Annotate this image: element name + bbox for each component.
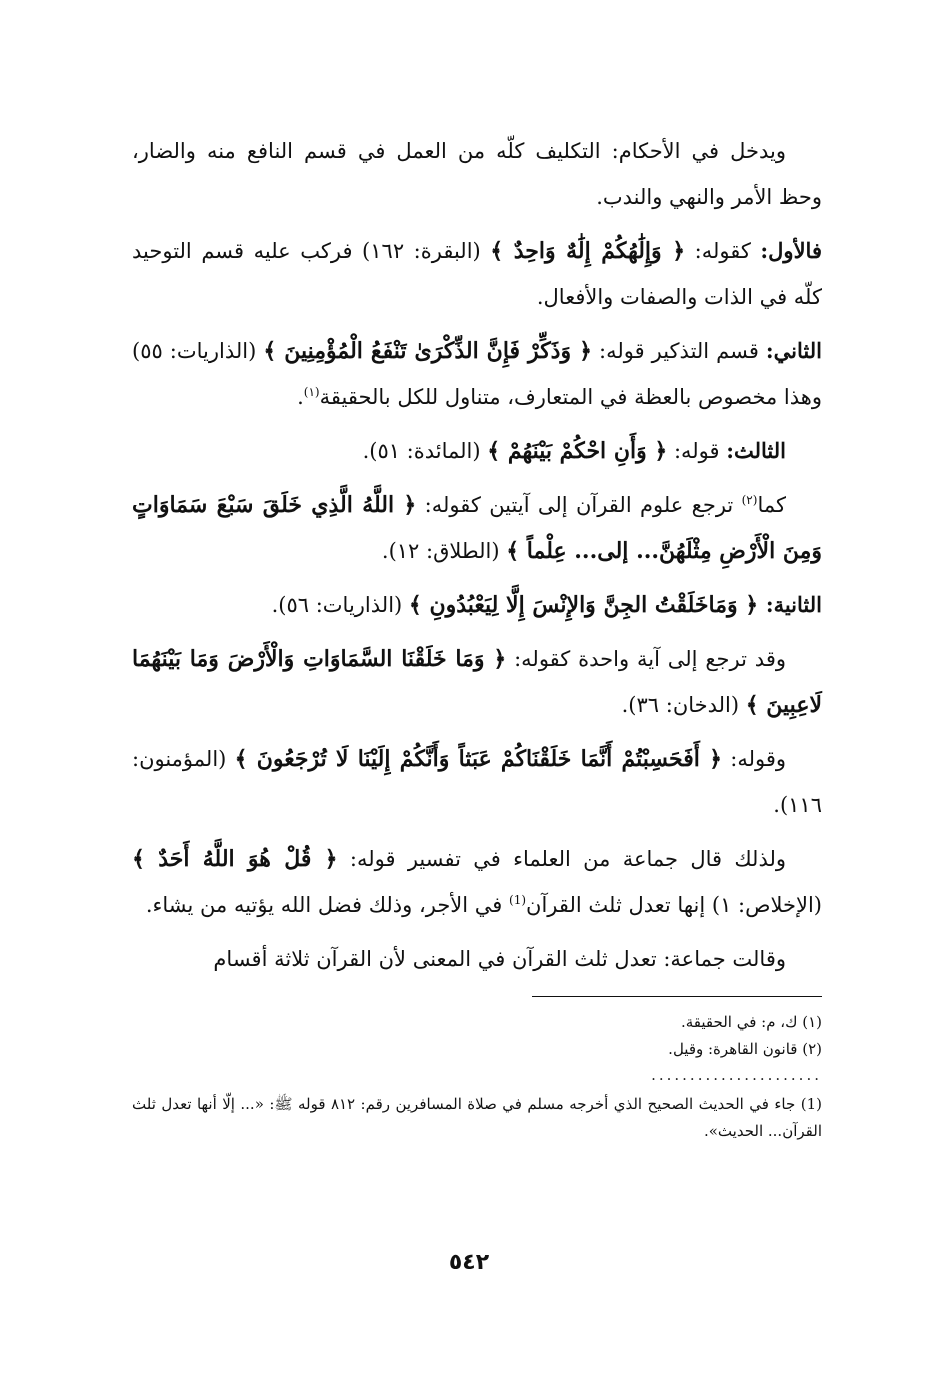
paragraph-9-pre: ولذلك قال جماعة من العلماء في تفسير قوله: xyxy=(337,847,787,871)
quran-verse-2: ﴿ وَإِلَٰهُكُمْ إِلَٰهٌ وَاحِدٌ ﴾ xyxy=(490,238,686,264)
paragraph-3-pre: قسم التذكير قوله: xyxy=(591,339,766,363)
footnote-ref-3: (1) xyxy=(509,893,527,907)
footnote-ref-1: (١) xyxy=(303,385,320,399)
paragraph-7-post: (الدخان: ٣٦). xyxy=(621,693,746,717)
paragraph-2-post: (البقرة: ١٦٢) فركب عليه قسم التوحيد كلّه في الذات والصفات والأفعال. xyxy=(132,239,822,309)
paragraph-4 xyxy=(132,428,822,474)
quran-verse-7: ﴿ وَمَا خَلَقْنَا السَّمَاوَاتِ وَالْأَرْضَ وَمَا بَيْنَهُمَا لَاعِبِينَ ﴾ xyxy=(132,646,822,718)
paragraph-4-post: (المائدة: ٥١). xyxy=(362,439,488,463)
paragraph-10-text: وقالت جماعة: تعدل ثلث القرآن في المعنى لأن القرآن ثلاثة أقسام xyxy=(213,947,786,971)
paragraph-5-mid: ترجع علوم القرآن إلى آيتين كقوله: xyxy=(416,493,742,517)
footnote-2: (٢) قانون القاهرة: وقيل. xyxy=(668,1040,822,1058)
paragraph-9-post: في الأجر، وذلك فضل الله يؤتيه من يشاء. xyxy=(145,893,510,917)
paragraph-2-pre: كقوله: xyxy=(685,239,761,263)
footnote-ref-2: (٢) xyxy=(741,493,758,507)
page-body xyxy=(132,128,822,1145)
quran-verse-6: ﴿ وَمَاخَلَقْتُ الجِنَّ وَالإِنْسَ إِلَّا لِيَعْبُدُونِ ﴾ xyxy=(408,592,766,618)
paragraph-5-pre: كما xyxy=(757,493,786,517)
footnote-divider xyxy=(532,996,822,997)
footnote-separator: ...................... xyxy=(651,1066,822,1084)
quran-verse-5: ﴿ اللَّهُ الَّذِي خَلَقَ سَبْعَ سَمَاوَاتٍ وَمِنَ الْأَرْضِ مِثْلَهُنَّ... إلى... عِلْماً ﴾ xyxy=(132,492,822,564)
paragraph-7 xyxy=(132,636,822,728)
paragraph-10 xyxy=(132,936,822,982)
paragraph-6-post: (الذاريات: ٥٦). xyxy=(271,593,409,617)
paragraph-3 xyxy=(132,328,822,420)
paragraph-4-lead: الثالث: xyxy=(726,438,786,463)
quran-verse-3: ﴿ وَذَكِّرْ فَإِنَّ الذِّكْرَىٰ تَنْفَعُ الْمُؤْمِنِينَ ﴾ xyxy=(263,338,592,364)
paragraph-8-post: (المؤمنون: ١١٦). xyxy=(132,747,822,817)
paragraph-2-lead: فالأول: xyxy=(760,238,822,263)
quran-verse-9: ﴿ قُلْ هُوَ اللَّهُ أَحَدٌ ﴾ xyxy=(132,846,338,872)
paragraph-2 xyxy=(132,228,822,320)
paragraph-3-end: . xyxy=(297,385,304,409)
quran-verse-8: ﴿ أَفَحَسِبْتُمْ أَنَّمَا خَلَقْنَاكُمْ عَبَثاً وَأَنَّكُمْ إِلَيْنَا لَا تُرْجَعُونَ ﴾ xyxy=(234,746,722,772)
footnote-3: (1) جاء في الحديث الصحيح الذي أخرجه مسلم في صلاة المسافرين رقم: ٨١٢ قوله ﷺ: «... إلّا أنها تعدل ثلث القرآن... الحديث». xyxy=(132,1095,822,1140)
page-number: ٥٤٢ xyxy=(448,1250,490,1275)
paragraph-5 xyxy=(132,482,822,574)
paragraph-1-text: ويدخل في الأحكام: التكليف كلّه من العمل في قسم النافع منه والضار، وحظ الأمر والنهي والندب. xyxy=(132,139,822,209)
footnote-1: (١) ك، م: في الحقيقة. xyxy=(681,1013,822,1031)
paragraph-3-post: (الذاريات: ٥٥) وهذا مخصوص بالعظة في المتعارف، متناول للكل بالحقيقة xyxy=(132,339,822,409)
paragraph-3-lead: الثاني: xyxy=(765,338,822,363)
paragraph-8-pre: وقوله: xyxy=(722,747,787,771)
paragraph-8 xyxy=(132,736,822,828)
paragraph-6 xyxy=(132,582,822,628)
paragraph-5-post: (الطلاق: ١٢). xyxy=(381,539,507,563)
paragraph-7-pre: وقد ترجع إلى آية واحدة كقوله: xyxy=(506,647,786,671)
paragraph-4-pre: قوله: xyxy=(667,439,727,463)
paragraph-9-mid: (الإخلاص: ١) إنها تعدل ثلث القرآن xyxy=(526,893,822,917)
paragraph-9 xyxy=(132,836,822,928)
paragraph-1 xyxy=(132,128,822,220)
quran-verse-4: ﴿ وَأَنِ احْكُمْ بَيْنَهُمْ ﴾ xyxy=(487,438,668,464)
paragraph-6-lead: الثانية: xyxy=(765,592,822,617)
